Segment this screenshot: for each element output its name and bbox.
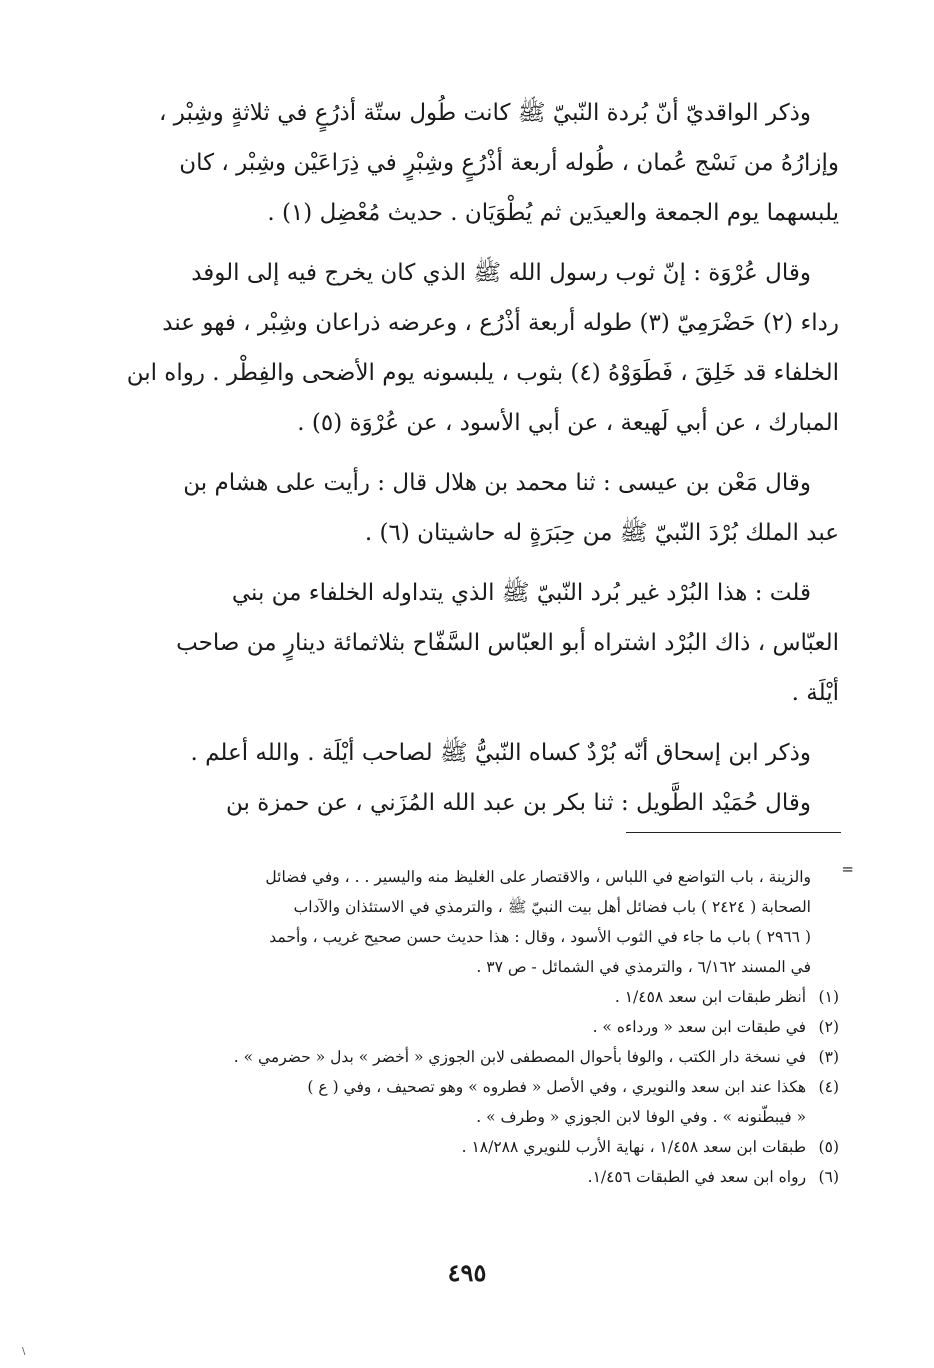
text-line: رداء (٢) حَضْرَمِيّ (٣) طوله أربعة أذْرُع ، وعرضه ذراعان وشِبْر ، فهو عند (162, 310, 839, 336)
text-line: عبد الملك بُرْدَ النّبيّ ﷺ من حِبَرَةٍ له حاشيتان (٦) . (364, 520, 839, 546)
text-line: وقال مَعْن بن عيسى : ثنا محمد بن هلال قال : رأيت على هشام بن (183, 470, 811, 496)
footnote-6 (128, 1162, 839, 1192)
paragraph-waqidi (120, 88, 839, 238)
text-line: وقال عُرْوَة : إنّ ثوب رسول الله ﷺ الذي كان يخرج فيه إلى الوفد (191, 260, 811, 286)
text-line: وذكر الواقديّ أنّ بُردة النّبيّ ﷺ كانت طُول ستّة أذرُعٍ في ثلاثةٍ وشِبْر ، (159, 100, 811, 126)
footnote-number: (٦) (818, 1168, 839, 1186)
main-text (120, 88, 839, 828)
paragraph-ibn-ishaq (120, 728, 839, 778)
footnote-text: رواه ابن سعد في الطبقات ١/٤٥٦. (587, 1168, 807, 1186)
text-line: وذكر ابن إسحاق أنّه بُرْدٌ كساه النّبيُّ ﷺ لصاحب أيْلَة . والله أعلم . (190, 740, 811, 766)
page-number: ٤٩٥ (447, 1258, 487, 1287)
text-line: قلت : هذا البُرْد غير بُرد النّبيّ ﷺ الذي يتداوله الخلفاء من بني (231, 580, 811, 606)
footnote-continuation (128, 862, 839, 982)
text-line: يلبسهما يوم الجمعة والعيدَين ثم يُطْوَيَان . حديث مُعْضِل (١) . (267, 200, 839, 226)
footnote-line: في المسند ٦/١٦٢ ، والترمذي في الشمائل - ص ٣٧ . (476, 958, 811, 976)
footnotes (128, 862, 839, 1192)
footnote-text: « فيبطّنونه » . وفي الوفا لابن الجوزي « وطرف » . (476, 1108, 807, 1126)
footnote-number: (٣) (818, 1048, 839, 1066)
footnote-line: ( ٢٩٦٦ ) باب ما جاء في الثوب الأسود ، وقال : هذا حديث حسن صحيح غريب ، وأحمد (269, 928, 811, 946)
footnote-divider (626, 832, 841, 833)
footnote-text: هكذا عند ابن سعد والنويري ، وفي الأصل « فطروه » وهو تصحيف ، وفي ( ع ) (307, 1078, 807, 1096)
paragraph-qultu (120, 568, 839, 718)
text-line: أيْلَة . (791, 680, 839, 706)
footnote-3 (128, 1042, 839, 1072)
text-line: وقال حُمَيْد الطَّويل : ثنا بكر بن عبد الله المُزَني ، عن حمزة بن (225, 790, 811, 816)
footnote-5 (128, 1132, 839, 1162)
footnote-continuation-mark: = (841, 860, 854, 878)
footnote-line: والزينة ، باب التواضع في اللباس ، والاقتصار على الغليظ منه واليسير . . ، وفي فضائل (265, 868, 811, 886)
paragraph-urwa (120, 248, 839, 448)
footnote-2 (128, 1012, 839, 1042)
text-line: العبّاس ، ذاك البُرْد اشتراه أبو العبّاس السَّفّاح بثلاثمائة دينارٍ من صاحب (176, 630, 839, 656)
footnote-1 (128, 982, 839, 1012)
footnote-number: (٥) (818, 1138, 839, 1156)
text-line: وإزارُهُ من نَسْج عُمان ، طُوله أربعة أذْرُعٍ وشِبْرٍ في ذِرَاعَيْن وشِبْر ، كان (179, 150, 839, 176)
footnote-text: في نسخة دار الكتب ، والوفا بأحوال المصطفى لابن الجوزي « أخضر » بدل « حضرمي » . (233, 1048, 807, 1066)
text-line: الخلفاء قد خَلِقَ ، فَطَوَوْهُ (٤) بثوب ، يلبسونه يوم الأضحى والفِطْر . رواه ابن (126, 360, 839, 386)
footnote-number: (٢) (818, 1018, 839, 1036)
footnote-number: (١) (818, 988, 839, 1006)
footnote-4 (128, 1072, 839, 1102)
paragraph-humayd (120, 778, 839, 828)
paragraph-maan (120, 458, 839, 558)
corner-mark: \ (22, 1346, 26, 1357)
footnote-text: طبقات ابن سعد ١/٤٥٨ ، نهاية الأرب للنويري ١٨/٢٨٨ . (461, 1138, 807, 1156)
footnote-line: الصحابة ( ٢٤٢٤ ) باب فضائل أهل بيت النبيّ ﷺ ، والترمذي في الاستئذان والآداب (293, 898, 811, 916)
footnote-number: (٤) (818, 1078, 839, 1096)
footnote-text: أنظر طبقات ابن سعد ١/٤٥٨ . (614, 988, 807, 1006)
footnote-text: في طبقات ابن سعد « ورداءه » . (592, 1018, 807, 1036)
text-line: المبارك ، عن أبي لَهيعة ، عن أبي الأسود ، عن عُرْوَة (٥) . (297, 410, 839, 436)
footnote-4-continued (128, 1102, 839, 1132)
